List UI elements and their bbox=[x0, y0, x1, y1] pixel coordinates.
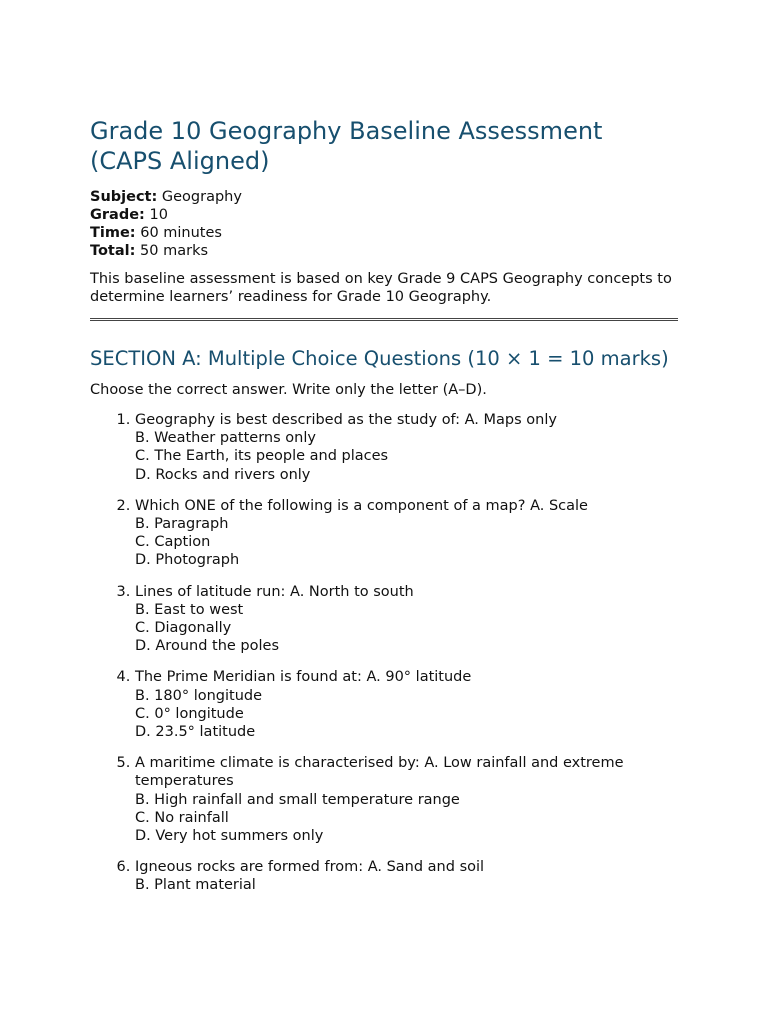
question-item bbox=[135, 754, 678, 845]
meta-grade bbox=[90, 206, 678, 224]
answer-option: B. Plant material bbox=[135, 877, 256, 894]
question-stem: Which ONE of the following is a component of a map? A. Scale bbox=[135, 497, 588, 514]
question-stem: Igneous rocks are formed from: A. Sand and soil bbox=[135, 859, 485, 876]
meta-grade-value: 10 bbox=[149, 207, 168, 223]
meta-time bbox=[90, 224, 678, 242]
assessment-meta bbox=[90, 188, 678, 260]
question-list bbox=[90, 411, 678, 895]
meta-total-value: 50 marks bbox=[140, 243, 209, 259]
question-stem: Lines of latitude run: A. North to south bbox=[135, 583, 414, 600]
answer-option: C. 0° longitude bbox=[135, 705, 244, 722]
meta-subject-value: Geography bbox=[161, 189, 242, 205]
intro-paragraph: This baseline assessment is based on key Grade 9 CAPS Geography concepts to determine learners’ readiness for Grade 10 Geography. bbox=[90, 271, 672, 305]
meta-time-value: 60 minutes bbox=[140, 225, 222, 241]
question-item bbox=[135, 411, 678, 484]
section-a-heading: SECTION A: Multiple Choice Questions (10 × 1 = 10 marks) bbox=[90, 347, 669, 370]
answer-option: B. High rainfall and small temperature range bbox=[135, 791, 460, 808]
answer-option: C. Caption bbox=[135, 534, 211, 551]
answer-option: B. Weather patterns only bbox=[135, 430, 316, 447]
answer-option: B. East to west bbox=[135, 601, 244, 618]
meta-subject bbox=[90, 188, 678, 206]
answer-option: D. 23.5° latitude bbox=[135, 724, 256, 741]
answer-option: D. Photograph bbox=[135, 552, 240, 569]
question-item bbox=[135, 497, 678, 570]
meta-subject-label: Subject: bbox=[90, 189, 158, 205]
meta-total bbox=[90, 242, 678, 260]
answer-option: C. Diagonally bbox=[135, 620, 232, 637]
answer-option: D. Very hot summers only bbox=[135, 828, 324, 845]
answer-option: C. No rainfall bbox=[135, 809, 229, 826]
question-item bbox=[135, 668, 678, 741]
meta-grade-label: Grade: bbox=[90, 207, 145, 223]
question-stem: A maritime climate is characterised by: A. Low rainfall and extreme temperatures bbox=[135, 755, 624, 790]
section-divider bbox=[90, 318, 678, 321]
question-item bbox=[135, 583, 678, 656]
answer-option: D. Rocks and rivers only bbox=[135, 466, 311, 483]
question-stem: The Prime Meridian is found at: A. 90° latitude bbox=[135, 669, 472, 686]
question-item bbox=[135, 858, 678, 894]
question-stem: Geography is best described as the study of: A. Maps only bbox=[135, 412, 557, 428]
section-a-instructions: Choose the correct answer. Write only the letter (A–D). bbox=[90, 382, 487, 398]
meta-time-label: Time: bbox=[90, 225, 136, 241]
answer-option: B. Paragraph bbox=[135, 516, 229, 533]
answer-option: B. 180° longitude bbox=[135, 687, 263, 704]
answer-option: C. The Earth, its people and places bbox=[135, 448, 389, 465]
meta-total-label: Total: bbox=[90, 243, 136, 259]
answer-option: D. Around the poles bbox=[135, 638, 279, 655]
document-title: Grade 10 Geography Baseline Assessment (CAPS Aligned) bbox=[90, 117, 603, 175]
